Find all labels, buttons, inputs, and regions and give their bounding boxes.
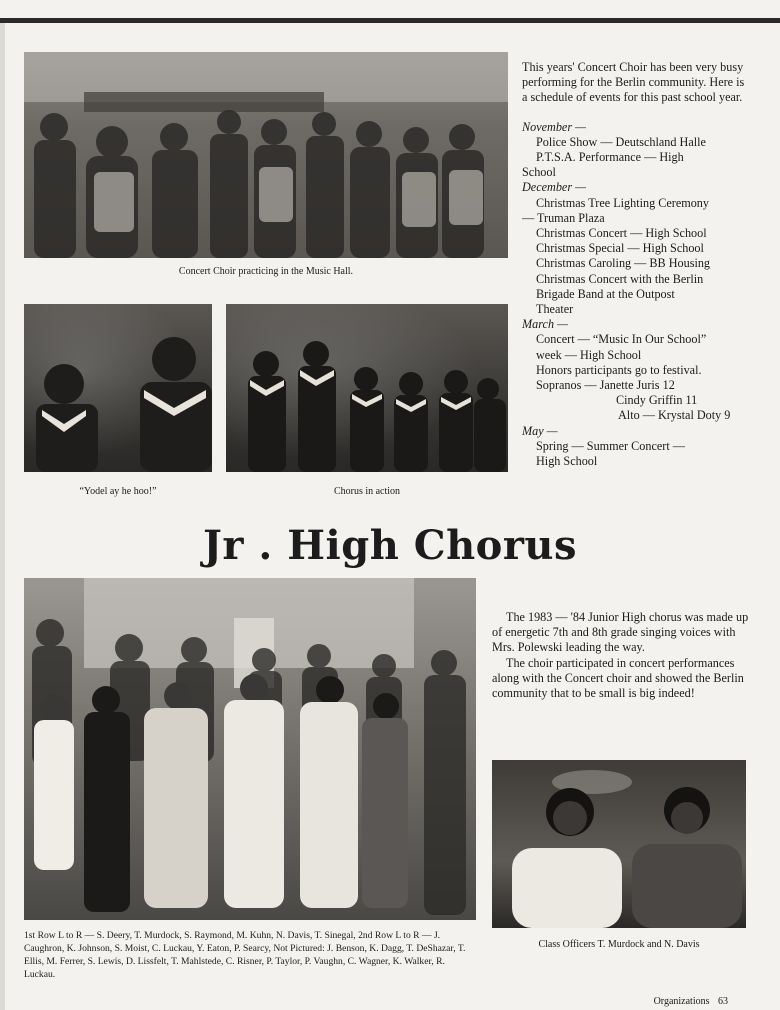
jr-high-paragraph-1: The 1983 — '84 Junior High chorus was made up of energetic 7th and 8th grade singing voices with Mrs. Polewski leading the way. — [492, 610, 749, 655]
event-ptsa-line2: School — [522, 165, 556, 180]
choir-silhouettes — [24, 52, 508, 258]
photo-yodel — [24, 304, 212, 472]
month-november: November — — [522, 119, 586, 134]
photo-chorus-in-action — [226, 304, 508, 472]
caption-yodel: “Yodel ay he hoo!” — [79, 486, 157, 497]
event-spring-concert-line2: High School — [536, 454, 598, 469]
caption-class-officers: Class Officers T. Murdock and N. Davis — [538, 939, 700, 950]
event-tree-lighting-line1: Christmas Tree Lighting Ceremony — [536, 195, 709, 210]
event-spring-concert-line1: Spring — Summer Concert — — [536, 438, 685, 453]
roster-caption: 1st Row L to R — S. Deery, T. Murdock, S. Raymond, M. Kuhn, N. Davis, T. Sinegal, 2nd Row L to R — J. Caughron, K. Johnson, S. Moist, C. Luckau, Y. Eaton, P. Searcy, Not Pictured: J. Benson, K. Dagg, T. DeShazar, T. Ellis, M. Ferrer, S. Lewis, D. Lissfelt, T. Mahlstede, C. Risner, P. Taylor, P. Vaughn, C. Wagner, K. Walker, R. Luckau. — [24, 930, 466, 980]
jr-high-paragraph-2: The choir participated in concert performances along with the Concert choir and showed the Berlin community that to be small is big indeed! — [492, 655, 744, 701]
event-berlin-brigade-line2: Brigade Band at the Outpost — [536, 286, 675, 301]
event-music-in-our-school-line2: week — High School — [536, 347, 642, 362]
month-may: May — — [522, 423, 558, 438]
event-berlin-brigade-line3: Theater — [536, 302, 574, 317]
group-portrait — [24, 578, 476, 920]
jr-high-paragraph — [492, 610, 750, 701]
event-christmas-caroling: Christmas Caroling — BB Housing — [536, 256, 711, 271]
schedule-column — [522, 60, 752, 469]
event-christmas-special: Christmas Special — High School — [536, 241, 704, 256]
footer-section: Organizations — [653, 996, 710, 1007]
month-march: March — — [522, 317, 568, 332]
sopranos-line1: Sopranos — Janette Juris 12 — [536, 378, 675, 393]
event-tree-lighting-line2: — Truman Plaza — [522, 210, 605, 225]
two-students — [492, 760, 746, 928]
page-footer — [654, 996, 728, 1007]
event-christmas-concert: Christmas Concert — High School — [536, 226, 707, 241]
intro-paragraph: This years' Concert Choir has been very busy performing for the Berlin community. Here is a schedule of events for this past school year. — [522, 60, 745, 105]
photo-jr-high-chorus-group — [24, 578, 476, 920]
event-music-in-our-school-line1: Concert — “Music In Our School” — [536, 332, 707, 347]
event-honors-festival: Honors participants go to festival. — [536, 362, 702, 377]
photo-class-officers — [492, 760, 746, 928]
page-left-edge — [0, 23, 5, 1010]
event-police-show: Police Show — Deutschland Halle — [536, 134, 706, 149]
photo-concert-choir-music-hall — [24, 52, 508, 258]
event-berlin-brigade-line1: Christmas Concert with the Berlin — [536, 271, 704, 286]
robed-singers — [24, 304, 212, 472]
sopranos-line2: Cindy Griffin 11 — [616, 393, 698, 408]
section-title: Jr . High Chorus — [202, 522, 577, 569]
footer-page-number: 63 — [718, 996, 728, 1007]
chorus-rows — [226, 304, 508, 472]
caption-chorus: Chorus in action — [333, 486, 401, 497]
event-ptsa-line1: P.T.S.A. Performance — High — [536, 150, 684, 165]
caption-music-hall: Concert Choir practicing in the Music Hall. — [178, 266, 354, 277]
alto-line: Alto — Krystal Doty 9 — [618, 408, 731, 423]
page-top-border — [0, 18, 780, 23]
month-december: December — — [522, 180, 586, 195]
